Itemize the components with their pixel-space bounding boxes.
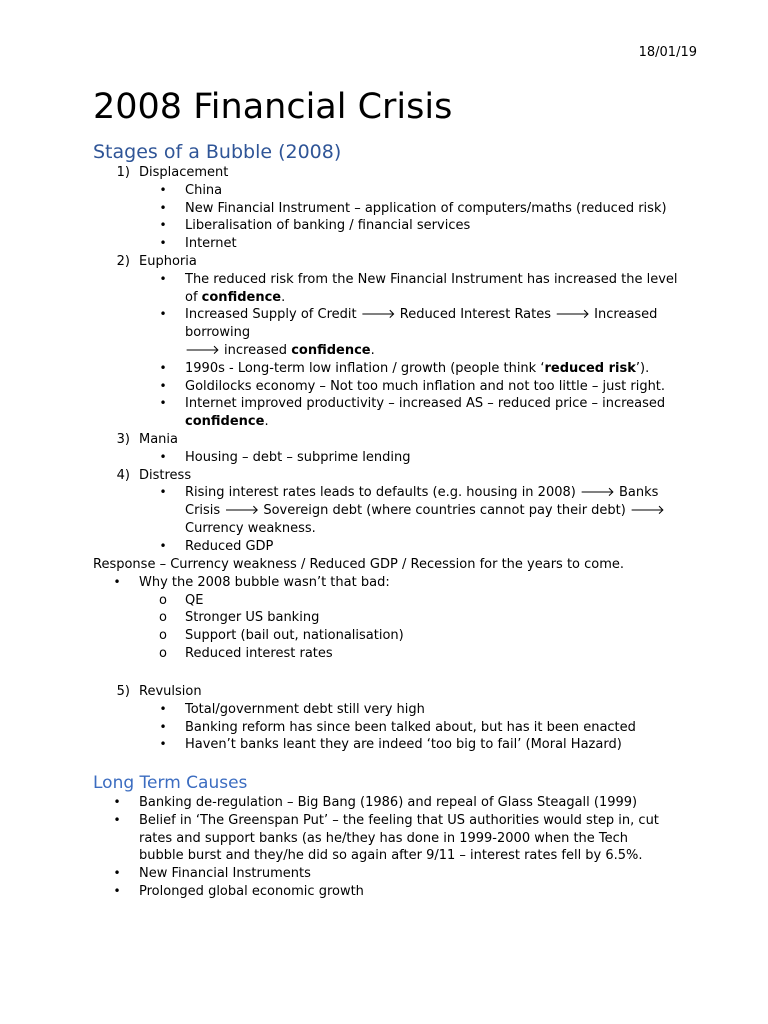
stage-label: Euphoria [139, 253, 197, 269]
bullet-icon: • [113, 574, 121, 589]
bullet-icon: • [159, 701, 167, 716]
stage-item [0, 164, 768, 182]
stage-item [0, 683, 768, 701]
document-date: 18/01/19 [638, 45, 697, 60]
list-number: 2) [116, 253, 130, 269]
stage-label: Revulsion [139, 684, 202, 699]
list-item: • 1990s - Long-term low inflation / growth (people think ‘reduced risk’). [0, 360, 768, 378]
bullet-icon: • [159, 360, 167, 375]
bullet-icon: • [113, 812, 121, 827]
bullet-icon: • [113, 866, 121, 881]
list-item: • Banking reform has since been talked about, but has it been enacted [0, 719, 768, 737]
list-item: o QE [0, 592, 768, 610]
bullet-icon: • [159, 396, 167, 411]
list-number: 3) [116, 431, 130, 447]
response-section [0, 556, 768, 663]
document-title: 2008 Financial Crisis [93, 87, 453, 127]
list-item: • Prolonged global economic growth [0, 883, 768, 901]
stage-item [0, 431, 768, 449]
bullet-icon: • [159, 200, 167, 215]
list-number: 4) [116, 467, 130, 483]
stage-item [0, 467, 768, 485]
circle-bullet-icon: o [159, 592, 167, 608]
list-item: • Belief in ‘The Greenspan Put’ – the feeling that US authorities would step in, cut rates and support banks (as he/they has done in 1999-2000 when the Tech bubble burst and they/he did so again after 9/11 – interest rates fell by 6.5%. [0, 812, 768, 865]
stage-label: Distress [139, 467, 192, 483]
list-item: • Internet improved productivity – increased AS – reduced price – increased confidence. [0, 395, 768, 431]
circle-bullet-icon: o [159, 610, 167, 626]
section-heading-long-term-causes: Long Term Causes [93, 773, 248, 793]
bullet-icon: • [159, 538, 167, 553]
section-heading-stages: Stages of a Bubble (2008) [93, 141, 342, 163]
bullet-icon: • [159, 218, 167, 233]
list-item: • New Financial Instrument – application of computers/maths (reduced risk) [0, 200, 768, 218]
arrow-right-icon: 🡒 [629, 503, 665, 519]
revulsion-section [0, 683, 768, 754]
bullet-icon: • [159, 271, 167, 286]
list-item: • New Financial Instruments [0, 865, 768, 883]
long-term-causes-list [0, 794, 768, 901]
arrow-right-icon: 🡒 [579, 485, 615, 501]
bullet-icon: • [159, 737, 167, 752]
list-item: • The reduced risk from the New Financial Instrument has increased the level of confidence. [0, 271, 768, 307]
list-item: • Housing – debt – subprime lending [0, 449, 768, 467]
list-item: o Support (bail out, nationalisation) [0, 627, 768, 645]
list-item: • Reduced GDP [0, 538, 768, 556]
list-item: • China [0, 182, 768, 200]
list-item: • Total/government debt still very high [0, 701, 768, 719]
arrow-right-icon: 🡒 [224, 503, 260, 519]
stage-label: Mania [139, 431, 178, 447]
list-item: • Banking de-regulation – Big Bang (1986) and repeal of Glass Steagall (1999) [0, 794, 768, 812]
arrow-right-icon: 🡒 [185, 342, 220, 358]
list-number: 1) [116, 165, 130, 180]
bullet-icon: • [159, 236, 167, 251]
stages-list [0, 164, 768, 556]
response-line: Response – Currency weakness / Reduced GDP / Recession for the years to come. [93, 557, 625, 572]
list-item: • Goldilocks economy – Not too much inflation and not too little – just right. [0, 378, 768, 396]
circle-bullet-icon: o [159, 628, 167, 644]
bullet-icon: • [159, 719, 167, 734]
bullet-icon: • [113, 795, 121, 809]
list-item: • Increased Supply of Credit 🡒 Reduced Interest Rates 🡒 Increased borrowing 🡒 increased confidence. [0, 306, 768, 359]
bullet-icon: • [159, 378, 167, 393]
circle-bullet-icon: o [159, 645, 167, 661]
stage-label: Displacement [139, 165, 229, 180]
bullet-icon: • [159, 182, 167, 197]
arrow-right-icon: 🡒 [360, 307, 396, 323]
list-item: • Haven’t banks leant they are indeed ‘too big to fail’ (Moral Hazard) [0, 736, 768, 754]
list-item: o Reduced interest rates [0, 645, 768, 663]
bullet-icon: • [113, 883, 121, 898]
list-item: • Rising interest rates leads to defaults (e.g. housing in 2008) 🡒 Banks Crisis 🡒 Sovereign debt (where countries cannot pay their debt) 🡒 Currency weakness. [0, 484, 768, 537]
list-item: • Internet [0, 235, 768, 253]
list-item: o Stronger US banking [0, 609, 768, 627]
list-number: 5) [116, 684, 130, 699]
list-item: • Liberalisation of banking / financial services [0, 217, 768, 235]
arrow-right-icon: 🡒 [555, 307, 591, 323]
bullet-icon: • [159, 485, 167, 500]
bullet-icon: • [159, 449, 167, 464]
stage-item [0, 253, 768, 271]
bullet-icon: • [159, 307, 167, 322]
list-item: • Why the 2008 bubble wasn’t that bad: [0, 574, 768, 592]
